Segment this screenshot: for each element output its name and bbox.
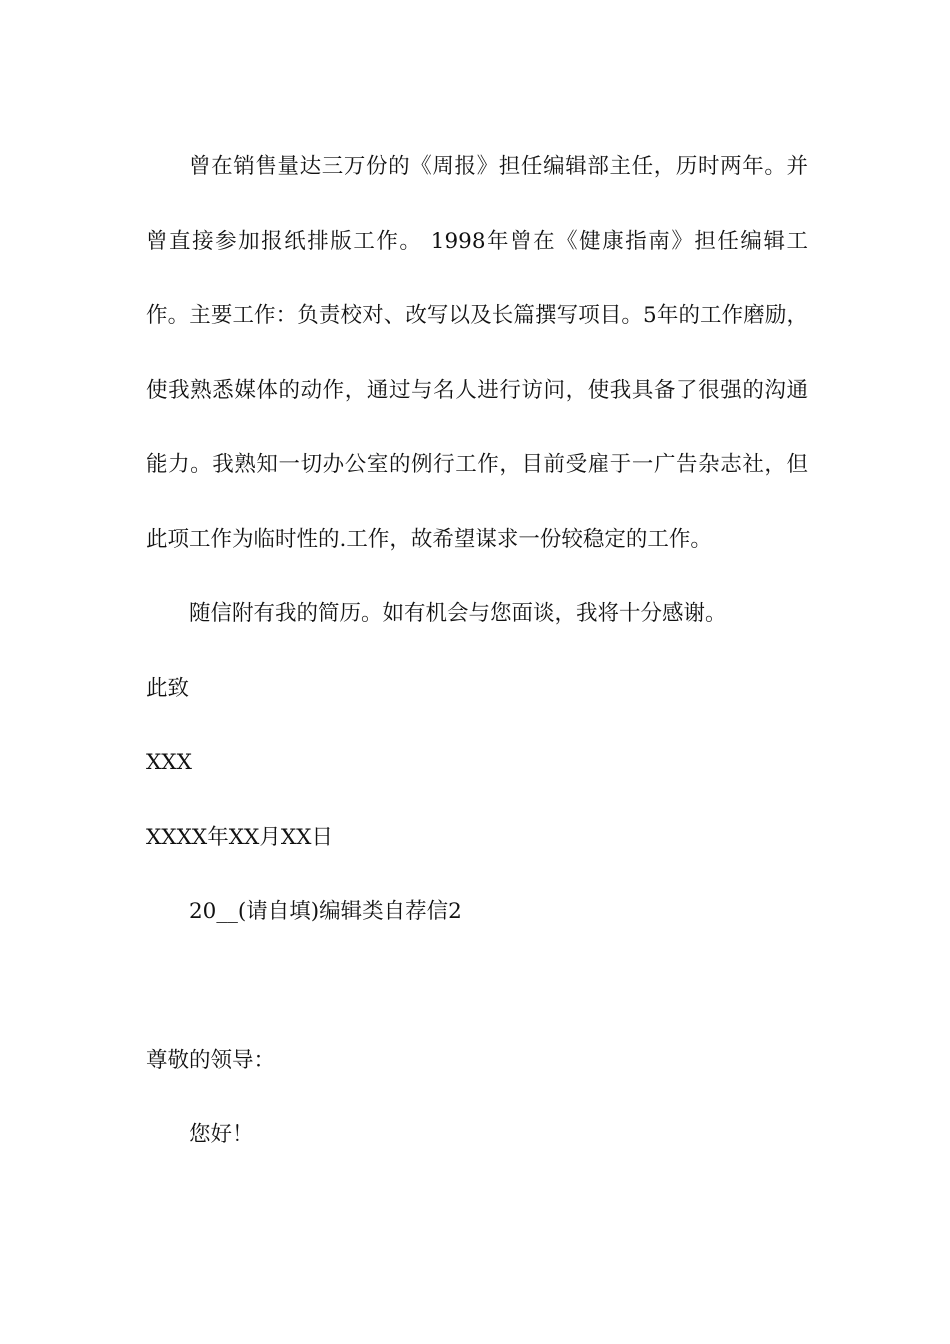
- experience-paragraph: 曾在销售量达三万份的《周报》担任编辑部主任，历时两年。并曾直接参加报纸排版工作。 1998年曾在《健康指南》担任编辑工作。主要工作：负责校对、改写以及长篇撰写项目。5年的工作磨励，使我熟悉媒体的动作，通过与名人进行访问，使我具备了很强的沟通能力。我熟知一切办公室的例行工作，目前受雇于一广告杂志社，但此项工作为临时性的.工作，故希望谋求一份较稳定的工作。: [146, 154, 808, 552]
- letter-body: [146, 130, 808, 1173]
- attachment-paragraph: 随信附有我的简历。如有机会与您面谈，我将十分感谢。: [189, 601, 727, 626]
- salutation-line: 尊敬的领导：: [146, 1047, 276, 1073]
- greeting-line: 您好！: [189, 1122, 254, 1147]
- blank-spacer: [146, 950, 808, 1024]
- closing-line: 此致: [146, 675, 190, 701]
- section-title: 20__(请自填)编辑类自荐信2: [189, 899, 462, 924]
- letter-date: XXXX年XX月XX日: [146, 824, 333, 850]
- signature-name: XXX: [146, 750, 192, 775]
